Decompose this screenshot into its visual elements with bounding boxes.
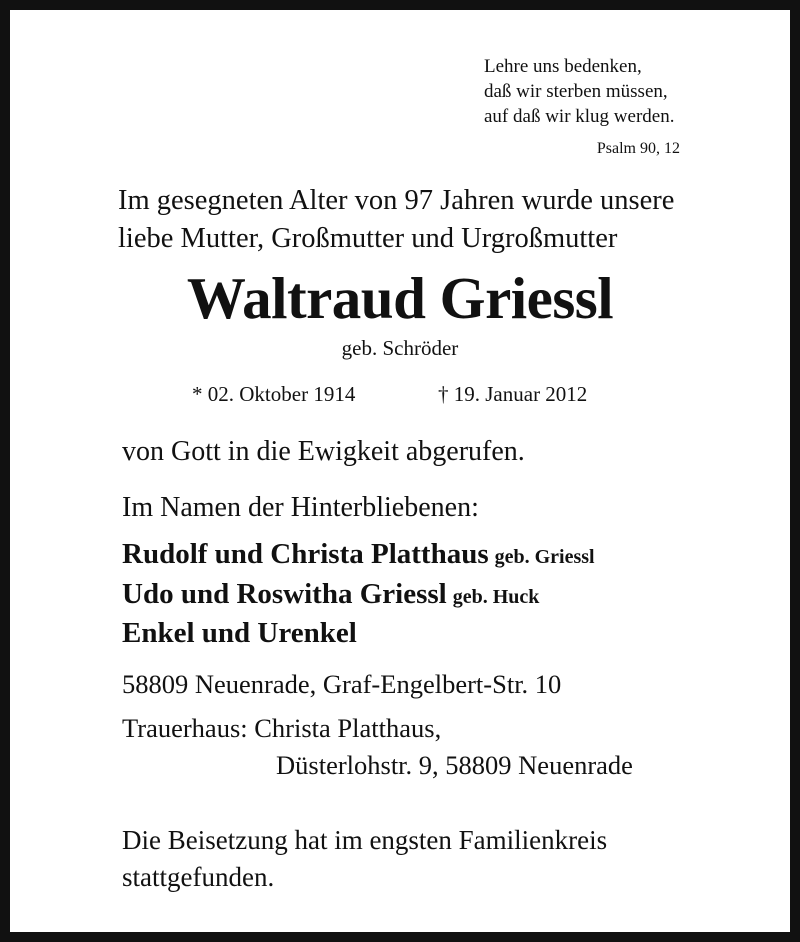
mourning-house-line1: Trauerhaus: Christa Platthaus, [122,713,442,743]
mourner-line [122,578,539,611]
deceased-name: Waltraud Griessl [186,265,614,331]
intro-text [118,182,674,258]
mourner-name: Rudolf und Christa Platthaus [122,538,489,570]
verse-source: Psalm 90, 12 [596,140,680,157]
burial-line: Die Beisetzung hat im engsten Familienkreis [122,825,608,855]
verse-line: Lehre uns bedenken, [484,56,642,77]
mourner-line [122,617,357,650]
mourner-name: Enkel und Urenkel [122,617,357,649]
called-text: von Gott in die Ewigkeit abgerufen. [122,436,525,467]
maiden-name: geb. Schröder [341,336,459,360]
death-date: † 19. Januar 2012 [438,382,588,406]
behalf-text: Im Namen der Hinterbliebenen: [122,492,479,523]
intro-line: liebe Mutter, Großmutter und Urgroßmutter [118,223,618,254]
intro-line: Im gesegneten Alter von 97 Jahren wurde unsere [118,185,675,216]
birth-date: * 02. Oktober 1914 [192,382,356,406]
mourner-name: Udo und Roswitha Griessl [122,578,447,610]
mourner-suffix: geb. Huck [452,586,540,608]
verse-quote [484,54,674,129]
mourner-suffix: geb. Griessl [494,546,595,568]
family-address: 58809 Neuenrade, Graf-Engelbert-Str. 10 [122,669,562,699]
verse-line: daß wir sterben müssen, [484,81,668,102]
verse-line: auf daß wir klug werden. [484,106,675,127]
mourner-line [122,538,595,571]
burial-note [122,822,742,896]
mourning-house-line2: Düsterlohstr. 9, 58809 Neuenrade [276,750,633,780]
burial-line: stattgefunden. [122,862,275,892]
